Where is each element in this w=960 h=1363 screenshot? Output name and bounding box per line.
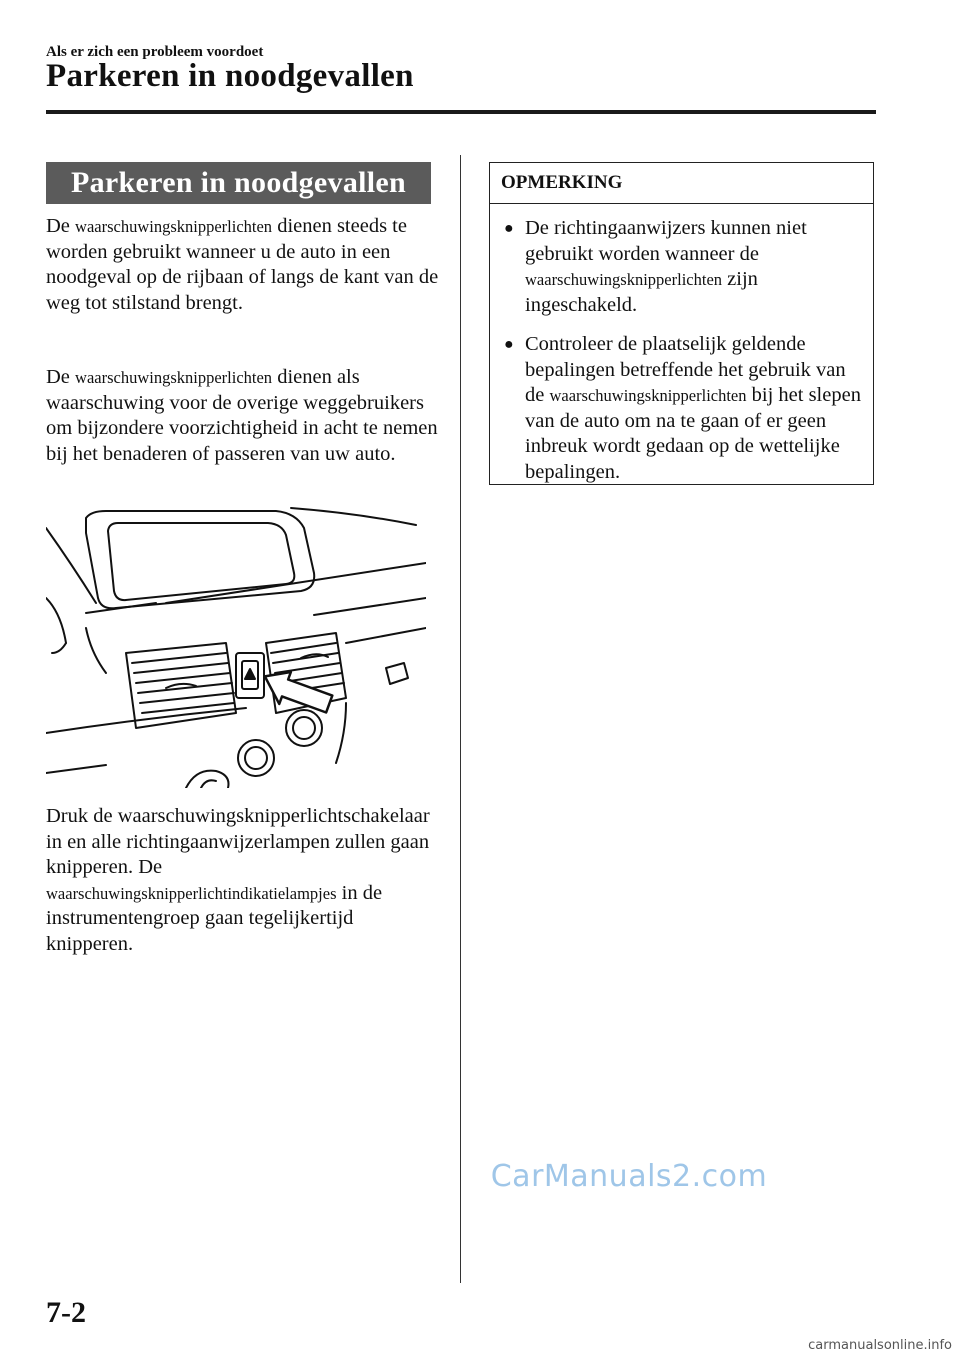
note-lead: De richtingaanwijzers kunnen niet gebruikt worden wanneer de xyxy=(525,217,807,265)
paragraph-small-term: waarschuwingsknipperlichten xyxy=(75,368,273,387)
note-rest: zijn ingeschakeld. xyxy=(525,268,758,316)
paragraph-small-term: waarschuwingsknipperlichten xyxy=(75,217,273,236)
breadcrumb: Als er zich een probleem voordoet xyxy=(46,44,264,60)
paragraph-rest: dienen als waarschuwing voor de overige weggebruikers om bijzondere voorzichtigheid in acht te nemen bij het benaderen of passeren van uw auto. xyxy=(46,366,438,465)
page-title: Parkeren in noodgevallen xyxy=(46,58,414,94)
bullet-icon: ● xyxy=(504,336,514,353)
watermark: CarManuals2.com xyxy=(490,1158,768,1194)
note-small-term: waarschuwingsknipperlichten xyxy=(549,386,747,405)
footer-site: carmanualsonline.info xyxy=(808,1338,952,1353)
title-rule xyxy=(46,110,876,114)
paragraph-lead: Druk de waarschuwingsknipperlichtschakelaar in en alle richtingaanwijzerlampen zullen gaan knipperen. De xyxy=(46,805,430,878)
page-number: 7-2 xyxy=(46,1296,86,1329)
paragraph-small-term: waarschuwingsknipperlichtindikatielampjes xyxy=(46,883,337,903)
column-divider xyxy=(460,155,461,1283)
paragraph-hazard-usage xyxy=(46,214,441,316)
note-header: OPMERKING xyxy=(490,163,873,204)
note-lead: Controleer de plaatselijk geldende bepalingen betreffende het gebruik van de xyxy=(525,333,846,406)
paragraph-hazard-warning xyxy=(46,365,441,467)
note-item xyxy=(500,216,863,318)
paragraph-rest: dienen steeds te worden gebruikt wanneer u de auto in een noodgeval op de rijbaan of langs de kant van de weg tot stilstand brengt. xyxy=(46,215,439,314)
paragraph-lead: De xyxy=(46,366,76,388)
section-heading: Parkeren in noodgevallen xyxy=(46,162,431,204)
paragraph-press-switch xyxy=(46,804,441,957)
paragraph-lead: De xyxy=(46,215,76,237)
note-list xyxy=(490,204,873,485)
bullet-icon: ● xyxy=(504,220,514,237)
paragraph-rest: in de instrumentengroep gaan tegelijkertijd knipperen. xyxy=(46,881,383,955)
note-item xyxy=(500,332,863,485)
hazard-switch-illustration xyxy=(46,503,426,788)
note-box xyxy=(489,162,874,485)
note-small-term: waarschuwingsknipperlichten xyxy=(525,270,723,289)
note-rest: bij het slepen van de auto om na te gaan of er geen inbreuk wordt gedaan op de wettelijke bepalingen. xyxy=(525,384,861,483)
